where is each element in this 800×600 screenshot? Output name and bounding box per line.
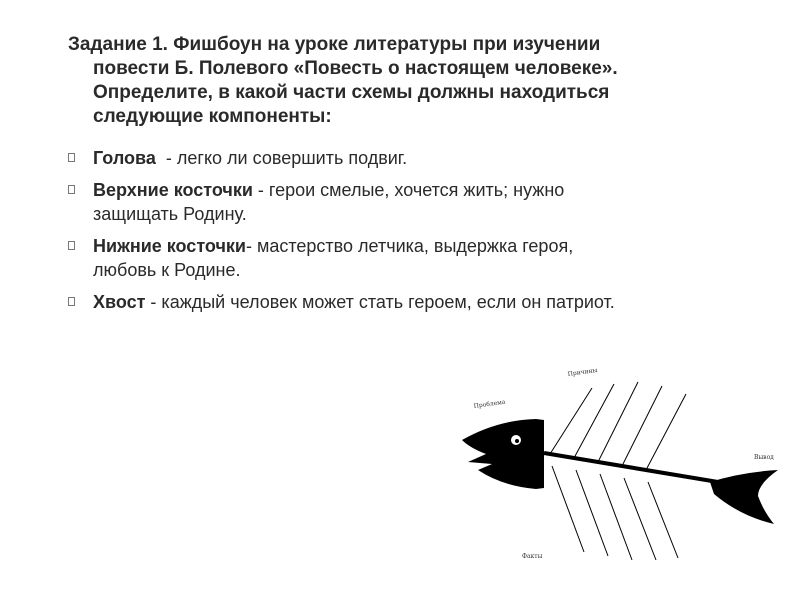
component-list [68, 146, 768, 321]
item-term: Хвост [93, 291, 146, 312]
list-item-head [68, 146, 768, 171]
list-item-upper-bones [68, 178, 768, 227]
label-causes: Причины [567, 366, 598, 378]
item-text: - каждый человек может стать героем, если он патриот. [145, 291, 615, 312]
label-facts: Факты [522, 553, 543, 560]
task-line-4: следующие компоненты: [93, 106, 332, 127]
item-text-cont: любовь к Родине. [93, 260, 241, 280]
bullet-icon [68, 297, 75, 306]
bullet-icon [68, 185, 75, 194]
item-text: - мастерство летчика, выдержка героя, [245, 235, 574, 256]
task-prefix: Задание 1. [68, 34, 174, 55]
item-term: Нижние косточки [93, 235, 246, 256]
item-text: - легко ли совершить подвиг. [155, 148, 408, 168]
item-text-cont: защищать Родину. [93, 204, 247, 224]
task-line-3: Определите, в какой части схемы должны находиться [93, 82, 610, 103]
item-term: Голова [93, 148, 156, 168]
bullet-icon [68, 241, 75, 250]
label-problem: Проблема [473, 398, 506, 410]
label-conclusion: Вывод [754, 454, 774, 461]
list-item-tail [68, 290, 768, 315]
fishbone-diagram [452, 336, 800, 600]
item-text: - герои смелые, хочется жить; нужно [252, 179, 565, 200]
list-item-lower-bones [68, 234, 768, 283]
bullet-icon [68, 153, 75, 162]
task-line-2: повести Б. Полевого «Повесть о настоящем человеке». [93, 58, 618, 79]
task-heading [68, 33, 758, 129]
item-term: Верхние косточки [93, 179, 253, 200]
task-line-1: Фишбоун на уроке литературы при изучении [173, 34, 601, 55]
fish-pupil [515, 439, 519, 443]
